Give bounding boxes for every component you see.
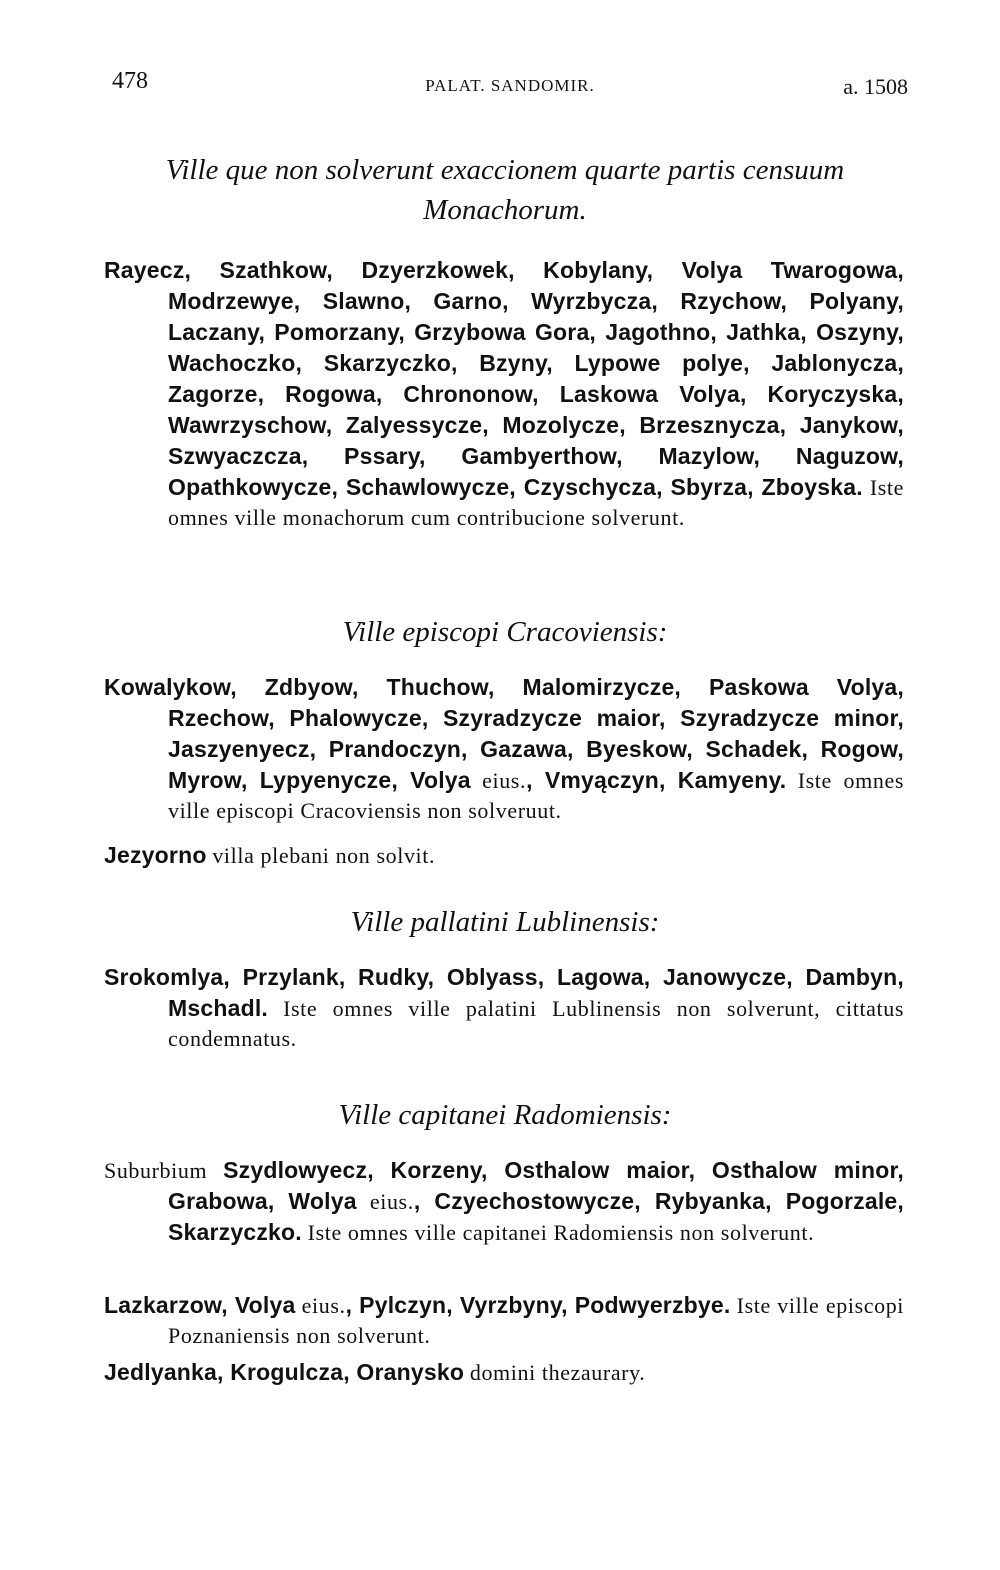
place-names: Kowalykow, Zdbyow, Thuchow, Malomirzycze, Paskowa Volya, Rzechow, Phalowycze, Szyradzycze maior, Szyradzycze minor, Jaszyenyecz, Prandoczyn, Gazawa, Byeskow, Schadek, Rogow, Myrow, Lypyenycze, Volya xyxy=(104,674,904,793)
paragraph xyxy=(104,962,904,1054)
abbreviation: eius. xyxy=(482,768,527,793)
place-names: , Pylczyn, Vyrzbyny, Podwyerzbye. xyxy=(345,1292,731,1318)
place-names: Rayecz, Szathkow, Dzyerzkowek, Kobylany, Volya Twarogowa, Modrzewye, Slawno, Garno, Wyrzbycza, Rzychow, Polyany, Laczany, Pomorzany, Grzybowa Gora, Jagothno, Jathka, Oszyny, Wachoczko, Skarzyczko, Bzyny, Lypowe polye, Jablonycza, Zagorze, Rogowa, Chrononow, Laskowa Volya, Koryczyska, Wawrzyschow, Zalyessycze, Mozolycze, Brzesznycza, Janykow, Szwyaczcza, Pssary, Gambyerthow, Mazylow, Naguzow, Opathkowycze, Schawlowycze, Czyschycza, Sbyrza, Zboyska. xyxy=(104,257,904,500)
note-text: Iste ville episcopi Poznaniensis non solverunt. xyxy=(168,1293,905,1348)
place-names: Jedlyanka, Krogulcza, Oranysko xyxy=(104,1359,465,1385)
place-names: , Czyechostowycze, Rybyanka, Pogorzale, Skarzyczko. xyxy=(168,1188,904,1245)
abbreviation: eius. xyxy=(301,1293,346,1318)
paragraph xyxy=(104,672,904,826)
note-text: Iste omnes ville palatini Lublinensis non solverunt, cittatus condemnatus. xyxy=(168,996,905,1051)
section-heading: Ville episcopi Cracoviensis: xyxy=(342,616,668,648)
paragraph xyxy=(104,1357,904,1388)
paragraph xyxy=(104,1155,904,1248)
paragraph xyxy=(104,255,904,533)
note-text: villa plebani non solvit. xyxy=(212,843,436,868)
section-heading: Ville que non solverunt exaccionem quarte partis censuum Monachorum. xyxy=(165,154,845,226)
note-text: Iste omnes ville episcopi Cracoviensis non solveruut. xyxy=(168,768,904,823)
page-header xyxy=(112,68,908,108)
place-names: Lazkarzow, Volya xyxy=(104,1292,296,1318)
running-title: PALAT. SANDOMIR. xyxy=(425,76,595,95)
page-number: 478 xyxy=(112,68,148,94)
lead-word: Suburbium xyxy=(104,1158,208,1183)
section-heading: Ville capitanei Radomiensis: xyxy=(338,1099,672,1131)
section-heading: Ville pallatini Lublinensis: xyxy=(350,906,660,938)
place-names: , Vmyączyn, Kamyeny. xyxy=(526,767,787,793)
place-names: Szydlowyecz, Korzeny, Osthalow maior, Osthalow minor, Grabowa, Wolya xyxy=(168,1157,904,1214)
note-text: domini thezaurary. xyxy=(469,1360,646,1385)
note-text: Iste omnes ville monachorum cum contribucione solverunt. xyxy=(168,475,904,530)
paragraph xyxy=(104,1290,904,1351)
note-text: Iste omnes ville capitanei Radomiensis non solverunt. xyxy=(307,1220,815,1245)
place-names: Srokomlya, Przylank, Rudky, Oblyass, Lagowa, Janowycze, Dambyn, Mschadl. xyxy=(104,964,904,1021)
abbreviation: eius. xyxy=(369,1189,414,1214)
place-names: Jezyorno xyxy=(104,842,207,868)
paragraph xyxy=(104,840,904,871)
header-year: a. 1508 xyxy=(843,74,908,99)
